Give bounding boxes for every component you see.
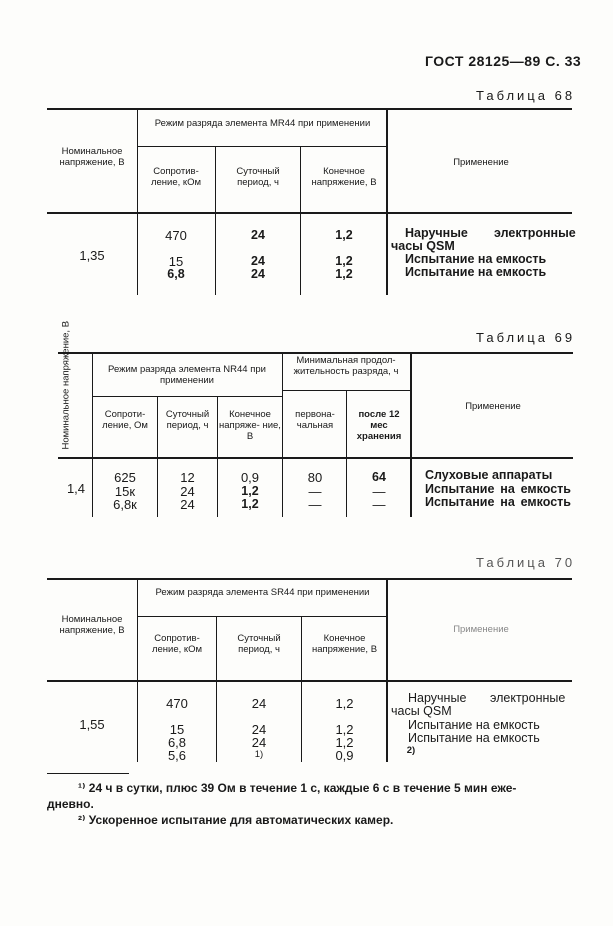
table-row-daily: 24 <box>251 228 265 242</box>
table-row-resistance: 15к <box>114 484 136 499</box>
table-row-daily: 24 <box>251 254 265 268</box>
col-final-header: Конечное напряже- ние, В <box>219 409 281 442</box>
group-header: Режим разряда элемента SR44 при применении <box>155 587 370 598</box>
table-row-final: 1,2 <box>241 497 259 511</box>
footnote-1-continued: дневно. <box>47 797 94 811</box>
voltage-value: 1,55 <box>79 717 105 732</box>
col-daily-header: Суточный период, ч <box>236 166 280 188</box>
table-row-initial: — <box>308 484 322 499</box>
table-row-daily: 24 <box>251 722 267 737</box>
table-row-resistance: 6,8к <box>113 497 137 512</box>
footnote-divider <box>47 773 129 774</box>
group-min-header: Минимальная продол- жительность разряда, ч <box>293 355 399 377</box>
col-initial-header: первона- чальная <box>295 409 335 431</box>
table-row-resistance: 6,8 <box>167 735 187 750</box>
table-row-daily: 24 <box>180 497 195 512</box>
group-header: Режим разряда элемента MR44 при применении <box>154 118 371 129</box>
col-voltage-header: Номинальное напряжение, В <box>59 614 125 636</box>
footnote-1: ¹⁾ 24 ч в сутки, плюс 39 Ом в течение 1 с, каждые 6 с в течение 5 мин еже- <box>78 781 517 795</box>
table-row-final: 1,2 <box>241 484 259 498</box>
table-row-initial: — <box>308 497 322 512</box>
application-text: Испытание на емкость <box>405 252 547 266</box>
table-69-caption: Таблица 69 <box>476 330 576 345</box>
table-70-caption: Таблица 70 <box>476 555 576 570</box>
table-row-resistance: 15 <box>168 254 184 269</box>
col-final-header: Конечное напряжение, В <box>311 166 377 188</box>
table-row-daily: 1) <box>254 749 264 760</box>
col-resistance-header: Сопротив- ление, кОм <box>150 166 202 188</box>
col-voltage-header: Номинальное напряжение, В <box>59 146 125 168</box>
col-application-header: Применение <box>453 624 509 635</box>
table-row-final: 1,2 <box>335 722 354 737</box>
table-row-final: 1,2 <box>335 254 353 268</box>
table-row-resistance: 5,6 <box>167 748 187 763</box>
footnote-ref: 2) <box>406 745 416 756</box>
col-daily-header: Суточный период, ч <box>237 633 281 655</box>
application-text: Испытание на емкость <box>405 265 547 279</box>
table-row-after: — <box>372 497 386 512</box>
col-application-header: Применение <box>453 157 509 168</box>
application-text: Испытание на емкость <box>425 482 571 496</box>
table-row-final: 1,2 <box>335 696 354 711</box>
table-row-initial: 80 <box>307 470 323 485</box>
application-text: Наручные <box>408 691 467 705</box>
footnote-2: ²⁾ Ускоренное испытание для автоматических камер. <box>78 813 394 827</box>
page-header: ГОСТ 28125—89 С. 33 <box>425 53 582 69</box>
table-row-final: 0,9 <box>240 470 260 485</box>
col-application-header: Применение <box>465 401 521 412</box>
application-text: Наручные <box>405 226 468 240</box>
table-row-resistance: 15 <box>169 722 185 737</box>
application-text: Слуховые аппараты <box>425 468 553 482</box>
table-row-daily: 24 <box>251 267 265 281</box>
table-row-resistance: 470 <box>166 696 188 711</box>
table-68-caption: Таблица 68 <box>476 88 576 103</box>
application-text: Испытание на емкость <box>408 718 540 732</box>
col-daily-header: Суточный период, ч <box>165 409 210 431</box>
table-row-resistance: 470 <box>165 228 187 243</box>
table-row-resistance: 625 <box>114 470 136 485</box>
application-text: электронные <box>494 226 576 240</box>
application-text: электронные <box>490 691 566 705</box>
application-text: Испытание на емкость <box>408 731 540 745</box>
table-row-daily: 12 <box>180 470 195 485</box>
col-after-header: после 12 мес хранения <box>356 409 402 442</box>
table-row-resistance: 6,8 <box>167 267 185 281</box>
table-row-final: 1,2 <box>335 267 353 281</box>
table-row-after: — <box>372 484 386 499</box>
table-row-daily: 24 <box>251 696 267 711</box>
application-text: Испытание на емкость <box>425 495 571 509</box>
col-resistance-header: Сопротив- ление, кОм <box>151 633 203 655</box>
group-header: Режим разряда элемента NR44 при применении <box>108 364 266 386</box>
table-row-daily: 24 <box>180 484 195 499</box>
table-row-final: 1,2 <box>335 735 354 750</box>
table-row-final: 1,2 <box>335 228 353 242</box>
table-row-after: 64 <box>372 470 386 484</box>
table-row-daily: 24 <box>251 735 267 750</box>
table-row-final: 0,9 <box>335 748 354 763</box>
voltage-value: 1,4 <box>66 481 86 496</box>
application-text: часы QSM <box>391 239 455 253</box>
col-voltage-header: Номинальное напряжение, В <box>60 320 72 450</box>
col-resistance-header: Сопроти- ление, Ом <box>102 409 148 431</box>
col-final-header: Конечное напряжение, В <box>311 633 378 655</box>
voltage-value: 1,35 <box>79 248 105 263</box>
application-text: часы QSM <box>391 704 452 718</box>
